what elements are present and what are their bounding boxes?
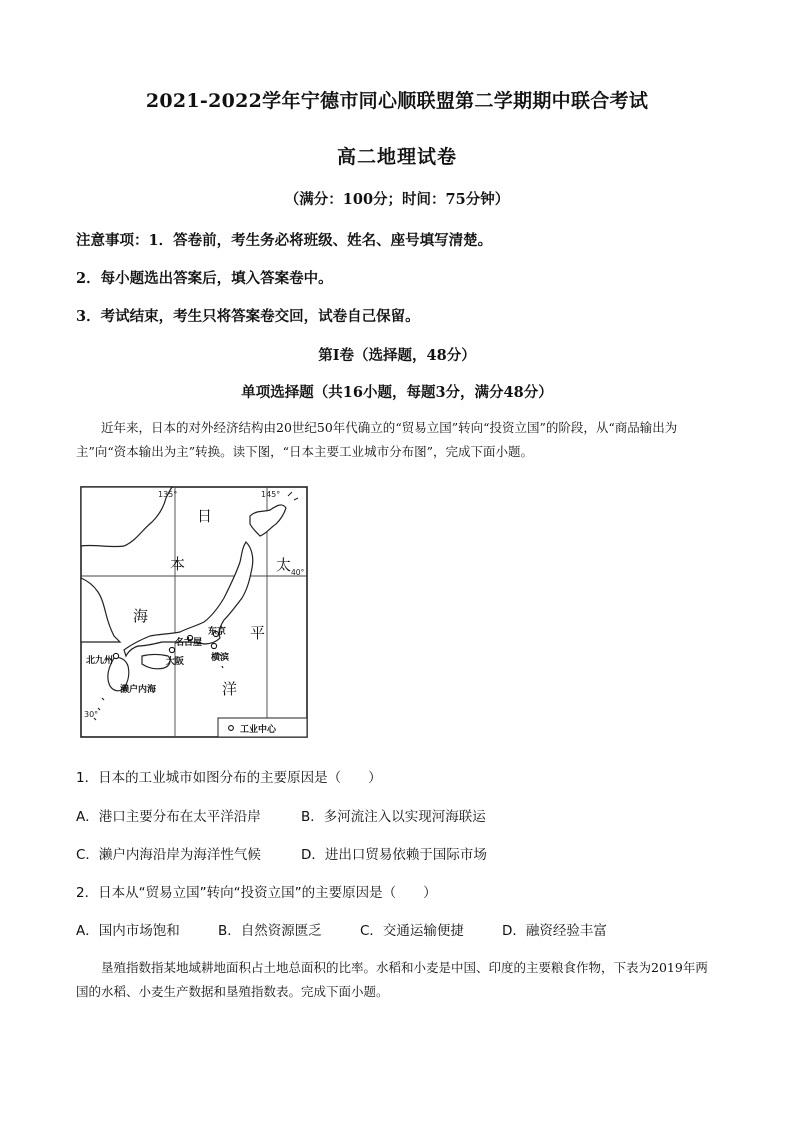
exam-title: 2021-2022学年宁德市同心顺联盟第二学期期中联合考试 <box>145 90 649 112</box>
q2-option-a[interactable]: A．国内市场饱和 <box>76 923 180 939</box>
question-2-stem: 2．日本从“贸易立国”转向“投资立国”的主要原因是（ ） <box>76 885 437 901</box>
industrial-center-osaka <box>169 647 174 652</box>
ocean-label-ping: 平 <box>250 624 266 642</box>
city-label-kitakyushu: 北九州 <box>86 656 114 666</box>
industrial-center-kitakyushu <box>113 653 118 658</box>
city-label-nagoya: 名古屋 <box>175 638 203 648</box>
q1-option-d[interactable]: D．进出口贸易依赖于国际市场 <box>301 847 487 863</box>
legend-symbol <box>229 726 234 731</box>
q1-option-a[interactable]: A．港口主要分布在太平洋沿岸 <box>76 809 261 825</box>
passage-2: 垦殖指数指某地域耕地面积占土地总面积的比率。水稻和小麦是中国、印度的主要粮食作物，下表为2019年两国的水稻、小麦生产数据和垦殖指数表。完成下面小题。 <box>76 960 708 999</box>
section-title: 单项选择题（共16小题，每题3分，满分48分） <box>241 384 553 401</box>
lat-label-40: 40° <box>291 568 305 577</box>
city-label-seto-inland-sea: 濑户内海 <box>120 685 157 695</box>
city-label-tokyo: 东京 <box>208 627 227 637</box>
question-1-stem: 1．日本的工业城市如图分布的主要原因是（ ） <box>76 770 382 786</box>
japan-industrial-map <box>80 486 308 738</box>
part-title: 第Ⅰ卷（选择题，48分） <box>318 347 476 364</box>
q1-option-c[interactable]: C．濑户内海沿岸为海洋性气候 <box>76 847 261 863</box>
note-2: 2．每小题选出答案后，填入答案卷中。 <box>76 270 333 287</box>
lon-label-135: 135° <box>158 490 178 499</box>
ocean-label-yang: 洋 <box>222 680 238 698</box>
sea-label-ri: 日 <box>197 507 213 525</box>
note-1: 注意事项：1．答卷前，考生务必将班级、姓名、座号填写清楚。 <box>76 232 493 249</box>
q1-option-b[interactable]: B．多河流注入以实现河海联运 <box>301 809 486 825</box>
passage-1: 近年来，日本的对外经济结构由20世纪50年代确立的“贸易立国”转向“投资立国”的阶段，从“商品输出为主”向“资本输出为主”转换。读下图，“日本主要工业城市分布图”，完成下面小题。 <box>76 420 678 459</box>
ocean-label-tai: 太 <box>276 556 292 574</box>
lat-label-30: 30° <box>84 710 99 719</box>
exam-subtitle: 高二地理试卷 <box>336 146 457 168</box>
score-time: （满分：100分；时间：75分钟） <box>284 191 510 208</box>
sea-label-hai: 海 <box>133 607 149 625</box>
q2-option-c[interactable]: C．交通运输便捷 <box>360 923 464 939</box>
lon-label-145: 145° <box>261 490 281 499</box>
sea-label-ben: 本 <box>170 555 186 573</box>
legend-label: 工业中心 <box>240 725 277 735</box>
city-label-yokohama: 横滨 <box>211 653 230 663</box>
q2-option-b[interactable]: B．自然资源匮乏 <box>218 923 322 939</box>
q2-option-d[interactable]: D．融资经验丰富 <box>502 923 607 939</box>
industrial-center-yokohama <box>211 643 216 648</box>
note-3: 3．考试结束，考生只将答案卷交回，试卷自己保留。 <box>76 308 420 325</box>
city-label-osaka: 大阪 <box>166 657 185 667</box>
